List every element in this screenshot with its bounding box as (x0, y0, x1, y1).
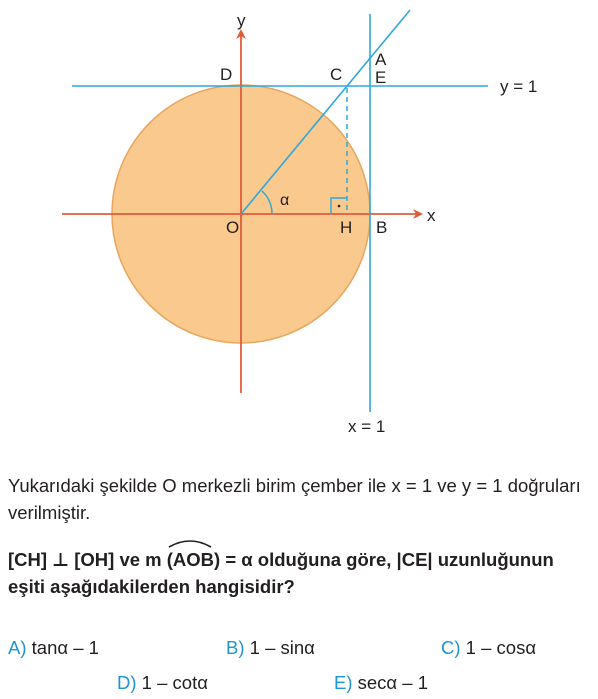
option-c[interactable] (441, 637, 536, 659)
label-e: E (375, 68, 387, 87)
question-part-b: = α olduğuna göre, |CE| uzunluğunun eşiti aşağıdakilerden hangisidir? (8, 549, 554, 597)
option-d[interactable] (117, 672, 208, 694)
question-part-a: [CH] ⊥ [OH] ve m (8, 549, 162, 570)
label-b: B (376, 218, 388, 237)
option-e[interactable] (334, 672, 428, 694)
arc-notation (167, 546, 220, 573)
option-a-letter: A) (8, 637, 27, 658)
option-d-text: 1 – cotα (141, 672, 208, 693)
label-h: H (340, 218, 353, 237)
right-angle-dot (338, 205, 341, 208)
label-c: C (330, 65, 343, 84)
label-o: O (226, 218, 240, 237)
option-c-letter: C) (441, 637, 461, 658)
label-line-x1: x = 1 (348, 417, 386, 436)
question-intro: Yukarıdaki şekilde O merkezli birim çember ile x = 1 ve y = 1 doğruları verilmiştir. (8, 475, 581, 523)
option-d-letter: D) (117, 672, 137, 693)
arc-symbol (165, 537, 215, 549)
label-a: A (375, 50, 387, 69)
label-d: D (220, 65, 233, 84)
option-b-letter: B) (226, 637, 245, 658)
option-e-text: secα – 1 (357, 672, 428, 693)
question-prompt (8, 546, 594, 600)
option-a[interactable] (8, 637, 99, 659)
option-b-text: 1 – sinα (249, 637, 315, 658)
label-x-axis: x (427, 206, 436, 225)
arc-text: (AOB) (166, 549, 221, 570)
label-y-axis: y (237, 11, 246, 30)
option-a-text: tanα – 1 (31, 637, 99, 658)
label-line-y1: y = 1 (500, 77, 538, 96)
option-e-letter: E) (334, 672, 353, 693)
option-c-text: 1 – cosα (465, 637, 537, 658)
option-b[interactable] (226, 637, 315, 659)
label-alpha: α (280, 192, 290, 209)
